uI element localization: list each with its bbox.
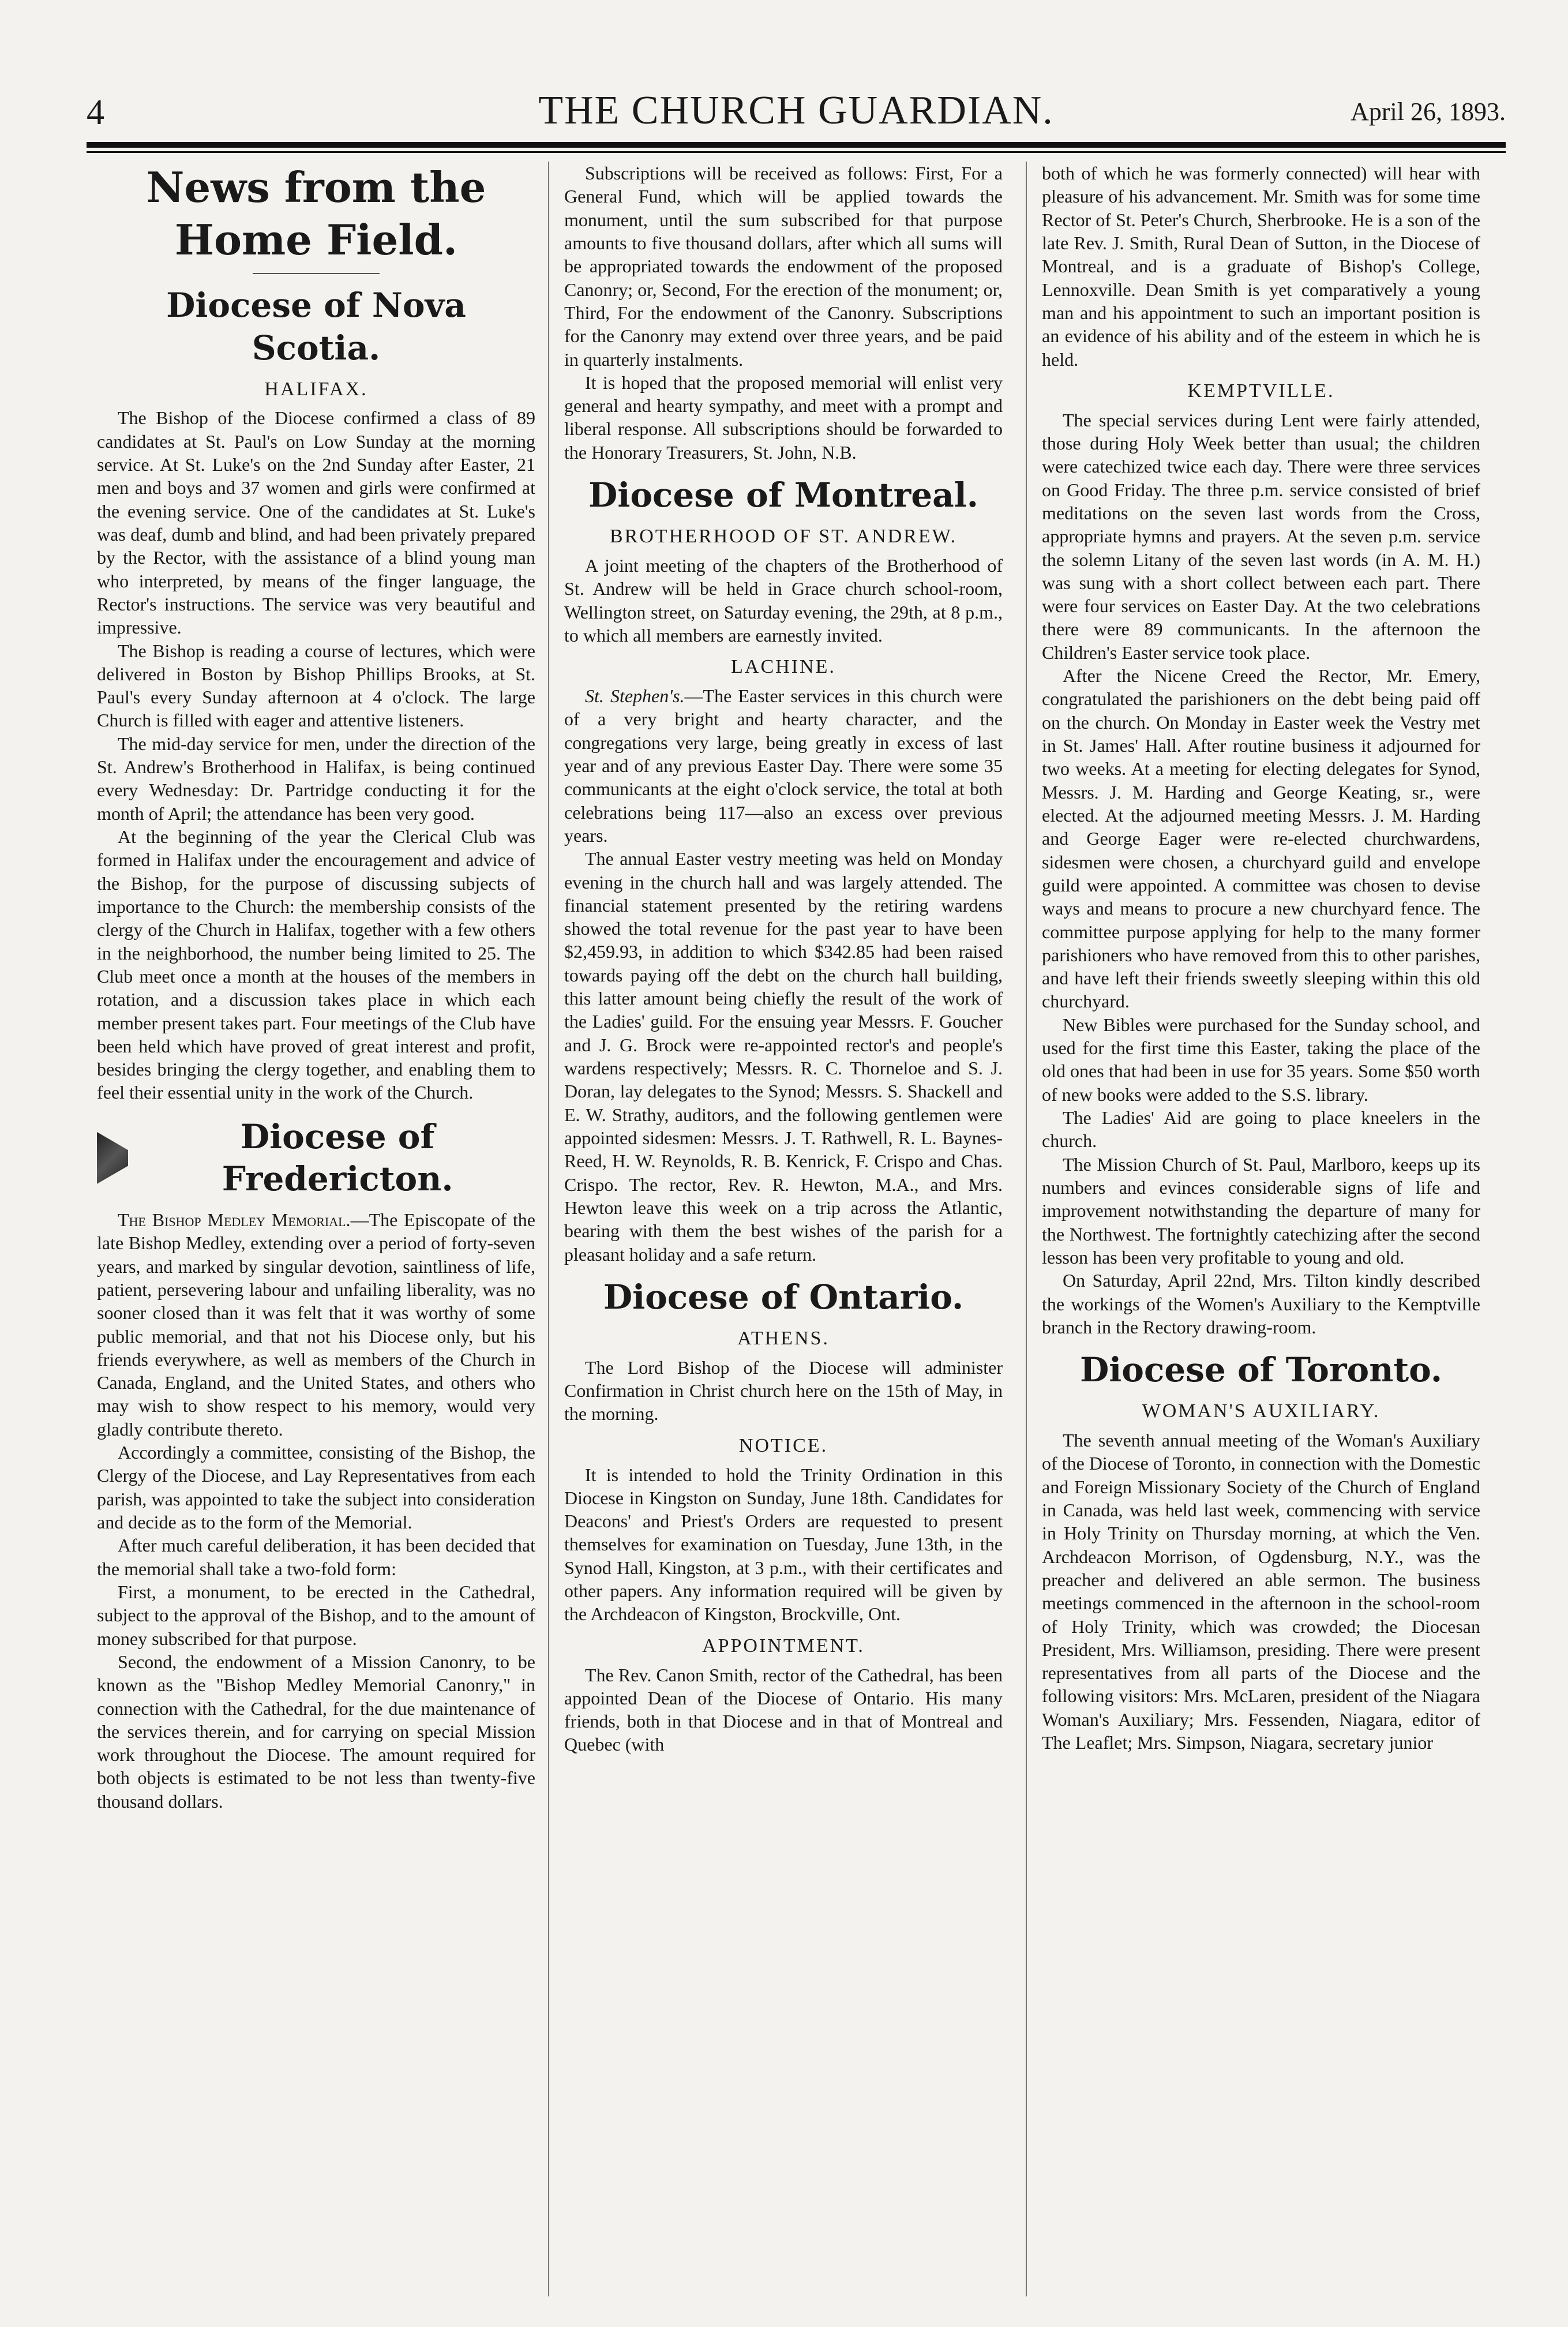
paragraph: The Ladies' Aid are going to place kneelers in the church. (1042, 1107, 1480, 1152)
paragraph: Accordingly a committee, consisting of the Bishop, the Clergy of the Diocese, and Lay Representatives from each parish, was appointed to take the subject into consideration and decide as to the form of the Memorial. (97, 1442, 535, 1533)
newspaper-title: THE CHURCH GUARDIAN. (538, 88, 1054, 133)
page-number: 4 (87, 93, 104, 132)
paragraph: After the Nicene Creed the Rector, Mr. Emery, congratulated the parishioners on the debt being paid off on the church. On Monday in Easter week the Vestry met in St. James' Hall. After routine business it adjourned for two weeks. At a meeting for electing delegates for Synod, Messrs. J. M. Harding and George Keating, sr., were elected. At the adjourned meeting Messrs. J. M. Harding and George Eager were re-elected churchwardens, sidesmen were chosen, a churchyard guild and envelope guild were appointed. A committee was chosen to devise ways and means to procure a new churchyard fence. The committee purpose applying for help to the many former parishioners who have removed from this to other parishes, and have left their friends sweetly sleeping within this old churchyard. (1042, 665, 1480, 1012)
masthead-rule-thick (87, 142, 1506, 148)
issue-date: April 26, 1893. (1351, 98, 1506, 126)
paragraph: It is intended to hold the Trinity Ordination in this Diocese in Kingston on Sunday, June 18th. Candidates for Deacons' and Priest's Orders are requested to present themselves for examination on Tuesday, June 13th, in the Synod Hall, Kingston, at 3 p.m., with their certificates and other papers. Any information required will be given by the Archdeacon of Kingston, Brockville, Ont. (564, 1464, 1003, 1625)
paragraph: both of which he was formerly connected) will hear with pleasure of his advancement. Mr. Smith was for some time Rector of St. Peter's Church, Sherbrooke. He is a son of the late Rev. J. Smith, Rural Dean of Sutton, in the Diocese of Montreal, and is a graduate of Bishop's College, Lennoxville. Dean Smith is yet comparatively a young man and his appointment to such an important position is an evidence of his ability and of the esteem in which he is held. (1042, 163, 1480, 370)
hand-pointer-icon (97, 1132, 128, 1184)
lachine-subheading: LACHINE. (731, 656, 836, 678)
paragraph: Second, the endowment of a Mission Canonry, to be known as the "Bishop Medley Memorial Canonry," in connection with the Cathedral, for the due maintenance of the services therein, and for carrying on special Mission work throughout the Diocese. The amount required for both objects is estimated to be not less than twenty-five thousand dollars. (97, 1651, 535, 1812)
paragraph: At the beginning of the year the Clerical Club was formed in Halifax under the encouragement and advice of the Bishop, for the purpose of discussing subjects of importance to the Church: the membership consists of the clergy of the Church in Halifax, together with a few others in the neighborhood, the number being limited to 25. The Club meet once a month at the houses of the members in rotation, and a discussion takes place in which each member present takes part. Four meetings of the Club have been held which have proved of great interest and profit, besides bringing the clergy together, and enabling them to feel their essential unity in the work of the Church. (97, 826, 535, 1103)
column-1 (97, 162, 535, 2296)
diocese-toronto-title: Diocese of Toronto. (1079, 1350, 1443, 1390)
paragraph: The seventh annual meeting of the Woman's Auxiliary of the Diocese of Toronto, in connection with the Domestic and Foreign Missionary Society of the Church of England in Canada, was held last week, commencing with service in Holy Trinity on Thursday morning, at which the Ven. Archdeacon Morrison, of Ogdensburg, N.Y., was the preacher and delivered an able sermon. The business meetings commenced in the afternoon in the school-room of Holy Trinity, which was crowded; the Diocesan President, Mrs. Williamson, presiding. There were present representatives from all parts of the Diocese and the following visitors: Mrs. McLaren, president of the Niagara Woman's Auxiliary; Mrs. Fessenden, Niagara, editor of The Leaflet; Mrs. Simpson, Niagara, secretary junior (1042, 1430, 1480, 1753)
paragraph: The special services during Lent were fairly attended, those during Holy Week better than usual; the children were catechized twice each day. There were three services on Good Friday. The three p.m. service consisted of brief meditations on the seven last words from the Cross, appropriate hymns and prayers. At the seven p.m. service the solemn Litany of the seven last words (in A. M. H.) was sung with a short collect between each part. There were four services on Easter Day. At the two celebrations there were 89 communicants. In the afternoon the Children's Easter service took place. (1042, 409, 1480, 663)
paragraph: It is hoped that the proposed memorial will enlist very general and hearty sympathy, and meet with a prompt and liberal response. All subscriptions should be forwarded to the Honorary Treasurers, St. John, N.B. (564, 372, 1003, 463)
article-lead: The Bishop Medley Memorial. (118, 1209, 351, 1230)
kemptville-subheading: KEMPTVILLE. (1187, 380, 1335, 402)
diocese-montreal-title: Diocese of Montreal. (588, 475, 978, 515)
column-3 (1042, 162, 1480, 2296)
diocese-nova-scotia-title: Diocese of Nova Scotia. (166, 286, 466, 368)
womans-auxiliary-subheading: WOMAN'S AUXILIARY. (1142, 1400, 1381, 1422)
diocese-ontario-title: Diocese of Ontario. (603, 1277, 964, 1317)
heading-rule (253, 273, 380, 274)
brotherhood-subheading: BROTHERHOOD OF ST. ANDREW. (609, 526, 958, 548)
paragraph: The Mission Church of St. Paul, Marlboro, keeps up its numbers and evinces considerable signs of life and improvement notwithstanding the departure of many for the Northwest. The fortnightly catechizing after the second lesson has been very profitable to young and old. (1042, 1153, 1480, 1268)
halifax-subheading: HALIFAX. (264, 378, 368, 400)
paragraph: New Bibles were purchased for the Sunday school, and used for the first time this Easter, taking the place of the old ones that had been in use for 35 years. Some $50 worth of new books were added to the S.S. library. (1042, 1014, 1480, 1105)
column-divider-2 (1026, 162, 1027, 2296)
paragraph: A joint meeting of the chapters of the Brotherhood of St. Andrew will be held in Grace church school-room, Wellington street, on Saturday evening, the 29th, at 8 p.m., to which all members are earnestly invited. (564, 554, 1003, 646)
article-lead: St. Stephen's. (585, 685, 685, 707)
fredericton-heading-row (97, 1116, 535, 1200)
paragraph: —The Episcopate of the late Bishop Medley, extending over a period of forty-seven years, and marked by singular devotion, saintliness of life, patient, persevering labour and unfailing liberality, was no sooner closed than it was felt that it was worthy of some public memorial, and that not his Diocese only, but his friends everywhere, as well as members of the Church in Canada, England, and the United States, and others who may wish to show respect to his memory, would very gladly contribute thereto. (97, 1209, 535, 1440)
paragraph: The Lord Bishop of the Diocese will administer Confirmation in Christ church here on the 15th of May, in the morning. (564, 1357, 1003, 1425)
paragraph: On Saturday, April 22nd, Mrs. Tilton kindly described the workings of the Women's Auxiliary to the Kemptville branch in the Rectory drawing-room. (1042, 1270, 1480, 1337)
column-2 (564, 162, 1003, 2296)
section-heading: News from the Home Field. (146, 163, 486, 264)
paragraph: After much careful deliberation, it has been decided that the memorial shall take a two-fold form: (97, 1535, 535, 1579)
masthead-rule-thin (87, 151, 1506, 153)
paragraph: The annual Easter vestry meeting was held on Monday evening in the church hall and was largely attended. The financial statement presented by the retiring wardens showed the total revenue for the past year to have been $2,459.93, in addition to which $342.85 had been raised towards paying off the debt on the church hall building, this latter amount being chiefly the result of the work of the Ladies' guild. For the ensuing year Messrs. F. Goucher and J. G. Brock were re-appointed rector's and people's wardens respectively; Messrs. R. C. Thorneloe and S. J. Doran, lay delegates to the Synod; Messrs. S. Shackell and E. W. Strathy, auditors, and the following gentlemen were appointed sidesmen: Messrs. J. T. Rathwell, R. L. Baynes-Reed, H. W. Reynolds, R. B. Kenrick, F. Crispo and Chas. Crispo. The rector, Rev. R. Hewton, M.A., and Mrs. Hewton leave this week on a trip across the Atlantic, bearing with them the best wishes of the parish for a pleasant holiday and a safe return. (564, 848, 1003, 1265)
paragraph: The mid-day service for men, under the direction of the St. Andrew's Brotherhood in Halifax, is being continued every Wednesday: Dr. Partridge conducting it for the month of April; the attendance has been very good. (97, 733, 535, 824)
paragraph: The Bishop of the Diocese confirmed a class of 89 candidates at St. Paul's on Low Sunday at the morning service. At St. Luke's on the 2nd Sunday after Easter, 21 men and boys and 37 women and girls were confirmed at the evening service. One of the candidates at St. Luke's was deaf, dumb and blind, and had been privately prepared by the Rector, with the assistance of a blind young man who interpreted, by means of the finger language, the Rector's instructions. The service was very beautiful and impressive. (97, 407, 535, 638)
athens-subheading: ATHENS. (737, 1327, 830, 1349)
paragraph: First, a monument, to be erected in the Cathedral, subject to the approval of the Bishop, and to the amount of money subscribed for that purpose. (97, 1581, 535, 1649)
paragraph: Subscriptions will be received as follows: First, For a General Fund, which will be applied towards the monument, until the sum subscribed for that purpose amounts to five thousand dollars, after which all sums will be appropriated towards the endowment of the proposed Canonry; or, Second, For the erection of the monument; or, Third, For the endowment of the Canonry. Subscriptions for the Canonry may extend over three years, and be paid in quarterly instalments. (564, 163, 1003, 370)
column-divider-1 (548, 162, 549, 2296)
paragraph: —The Easter services in this church were of a very bright and hearty character, and the congregations very large, being greatly in excess of last year and of any previous Easter Day. There were some 35 communicants at the eight o'clock service, the total at both celebrations being 117—also an excess over previous years. (564, 685, 1003, 846)
appointment-subheading: APPOINTMENT. (702, 1635, 865, 1657)
paragraph: The Rev. Canon Smith, rector of the Cathedral, has been appointed Dean of the Diocese of Ontario. His many friends, both in that Diocese and in that of Montreal and Quebec (with (564, 1664, 1003, 1755)
paragraph: The Bishop is reading a course of lectures, which were delivered in Boston by Bishop Phillips Brooks, at St. Paul's every Sunday afternoon at 4 o'clock. The large Church is filled with eager and attentive listeners. (97, 640, 535, 731)
diocese-fredericton-title: Diocese of Fredericton. (222, 1116, 453, 1198)
masthead (87, 81, 1506, 144)
notice-subheading: NOTICE. (738, 1434, 828, 1456)
